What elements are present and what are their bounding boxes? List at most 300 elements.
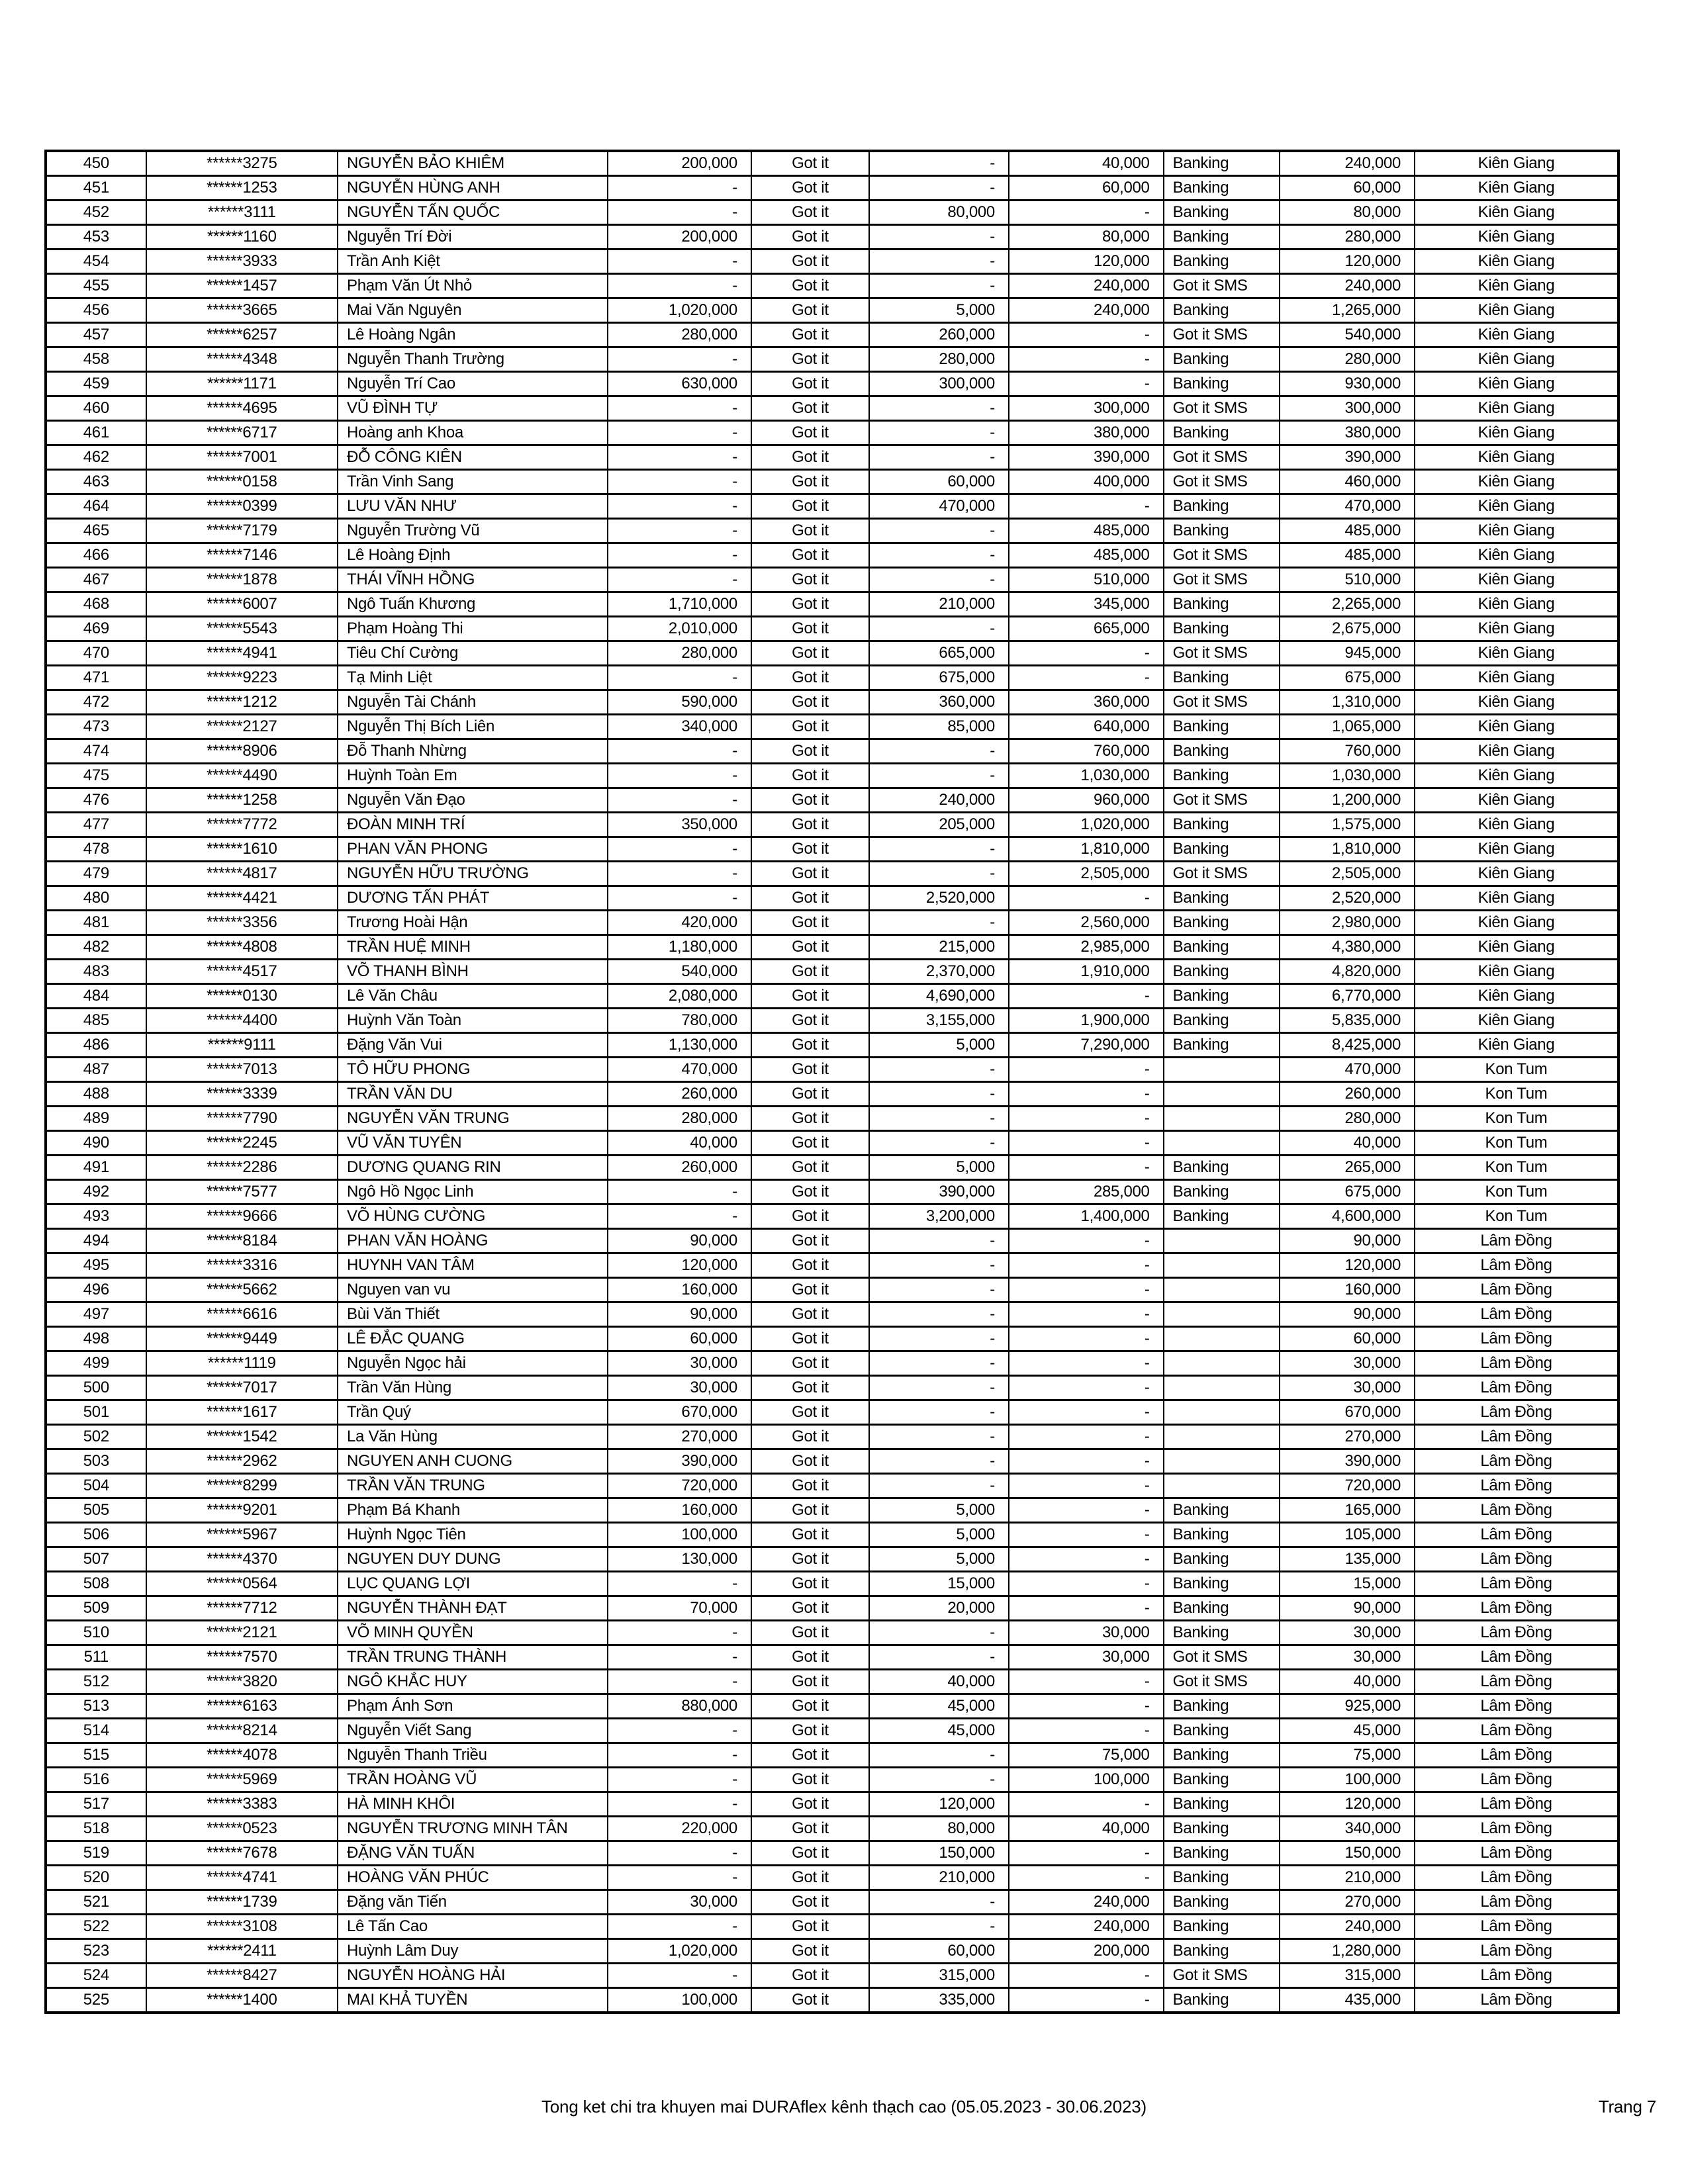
cell-payment-method	[1164, 1083, 1281, 1105]
cell-province: Lâm Đồng	[1480, 1305, 1552, 1323]
cell-amount-2: 205,000	[870, 813, 1009, 836]
cell-amount-1: 260,000	[608, 1156, 752, 1179]
cell-total-amount: 240,000	[1280, 1915, 1415, 1938]
cell-amount-2: 215,000	[870, 936, 1009, 958]
cell-phone-masked: ******2245	[147, 1132, 338, 1154]
cell-total-amount: 510,000	[1280, 569, 1415, 591]
table-row	[47, 813, 1617, 838]
cell-amount-1: 880,000	[608, 1695, 752, 1717]
cell-province: Lâm Đồng	[1480, 1574, 1552, 1592]
cell-index: 485	[47, 1009, 147, 1032]
cell-customer-name: Huỳnh Toàn Em	[338, 764, 608, 787]
cell-payment-method: Banking	[1164, 373, 1281, 395]
cell-customer-name: Trần Anh Kiệt	[338, 250, 608, 273]
cell-payment-method: Banking	[1164, 715, 1281, 738]
cell-payment-method: Banking	[1164, 177, 1281, 199]
cell-customer-name: Huỳnh Lâm Duy	[338, 1940, 608, 1962]
cell-status-got-it: Got it	[752, 1254, 870, 1277]
cell-total-amount: 280,000	[1280, 226, 1415, 248]
cell-payment-method: Banking	[1164, 617, 1281, 640]
table-row	[47, 1254, 1617, 1279]
cell-payment-method: Banking	[1164, 1842, 1281, 1864]
cell-total-amount: 485,000	[1280, 520, 1415, 542]
cell-amount-1: 120,000	[608, 1254, 752, 1277]
cell-amount-1: -	[608, 250, 752, 273]
cell-payment-method	[1164, 1230, 1281, 1252]
cell-amount-3: -	[1009, 1964, 1164, 1987]
cell-amount-3: -	[1009, 1719, 1164, 1742]
cell-customer-name: Phạm Ánh Sơn	[338, 1695, 608, 1717]
table-row	[47, 911, 1617, 936]
cell-payment-method	[1164, 1328, 1281, 1350]
cell-amount-2: 665,000	[870, 642, 1009, 664]
cell-total-amount: 1,280,000	[1280, 1940, 1415, 1962]
cell-amount-3: -	[1009, 1866, 1164, 1889]
cell-province: Lâm Đồng	[1480, 1770, 1552, 1788]
cell-phone-masked: ******4808	[147, 936, 338, 958]
cell-amount-2: 5,000	[870, 1548, 1009, 1570]
cell-total-amount: 280,000	[1280, 1107, 1415, 1130]
cell-customer-name: La Văn Hùng	[338, 1426, 608, 1448]
cell-phone-masked: ******2121	[147, 1621, 338, 1644]
cell-customer-name: Nguyen van vu	[338, 1279, 608, 1301]
cell-status-got-it: Got it	[752, 911, 870, 934]
cell-amount-3: -	[1009, 1401, 1164, 1424]
cell-customer-name: PHAN VĂN HOÀNG	[338, 1230, 608, 1252]
cell-phone-masked: ******2411	[147, 1940, 338, 1962]
cell-customer-name: Trần Văn Hùng	[338, 1377, 608, 1399]
cell-amount-2: 335,000	[870, 1989, 1009, 2011]
cell-total-amount: 6,770,000	[1280, 985, 1415, 1007]
cell-customer-name: Nguyễn Viết Sang	[338, 1719, 608, 1742]
cell-status-got-it: Got it	[752, 1205, 870, 1228]
cell-amount-2: -	[870, 1132, 1009, 1154]
cell-province: Lâm Đồng	[1480, 1281, 1552, 1298]
cell-amount-2: 5,000	[870, 299, 1009, 322]
cell-province: Kiên Giang	[1477, 815, 1555, 833]
cell-payment-method: Banking	[1164, 1866, 1281, 1889]
cell-status-got-it: Got it	[752, 1548, 870, 1570]
cell-amount-1: -	[608, 1646, 752, 1668]
cell-customer-name: Nguyễn Thanh Triều	[338, 1744, 608, 1766]
cell-status-got-it: Got it	[752, 1572, 870, 1595]
cell-customer-name: Đặng văn Tiến	[338, 1891, 608, 1913]
cell-phone-masked: ******5662	[147, 1279, 338, 1301]
cell-amount-1: 1,180,000	[608, 936, 752, 958]
cell-amount-3: 1,020,000	[1009, 813, 1164, 836]
cell-customer-name: Bùi Văn Thiết	[338, 1303, 608, 1326]
cell-phone-masked: ******1878	[147, 569, 338, 591]
cell-payment-method	[1164, 1107, 1281, 1130]
cell-amount-1: 350,000	[608, 813, 752, 836]
cell-index: 461	[47, 422, 147, 444]
cell-total-amount: 45,000	[1280, 1719, 1415, 1742]
cell-phone-masked: ******7013	[147, 1058, 338, 1081]
cell-customer-name: Nguyễn Thanh Trường	[338, 348, 608, 371]
cell-province: Kiên Giang	[1477, 889, 1555, 907]
cell-index: 500	[47, 1377, 147, 1399]
cell-phone-masked: ******5543	[147, 617, 338, 640]
cell-phone-masked: ******1457	[147, 275, 338, 297]
cell-amount-2: 60,000	[870, 471, 1009, 493]
cell-status-got-it: Got it	[752, 642, 870, 664]
cell-index: 464	[47, 495, 147, 518]
table-row	[47, 1426, 1617, 1450]
cell-province: Kiên Giang	[1477, 840, 1555, 858]
table-row	[47, 1989, 1617, 2011]
cell-amount-1: 90,000	[608, 1303, 752, 1326]
cell-status-got-it: Got it	[752, 1621, 870, 1644]
cell-status-got-it: Got it	[752, 1915, 870, 1938]
cell-amount-3: -	[1009, 1548, 1164, 1570]
cell-status-got-it: Got it	[752, 1328, 870, 1350]
cell-province: Kiên Giang	[1477, 301, 1555, 319]
cell-status-got-it: Got it	[752, 1842, 870, 1864]
cell-province: Kiên Giang	[1477, 203, 1555, 221]
cell-amount-2: 260,000	[870, 324, 1009, 346]
cell-status-got-it: Got it	[752, 495, 870, 518]
cell-payment-method: Banking	[1164, 1744, 1281, 1766]
cell-status-got-it: Got it	[752, 1009, 870, 1032]
cell-amount-2: -	[870, 1279, 1009, 1301]
cell-amount-2: 5,000	[870, 1524, 1009, 1546]
cell-status-got-it: Got it	[752, 250, 870, 273]
cell-index: 468	[47, 593, 147, 615]
cell-amount-3: -	[1009, 373, 1164, 395]
cell-customer-name: TRẦN VĂN DU	[338, 1083, 608, 1105]
cell-total-amount: 270,000	[1280, 1426, 1415, 1448]
cell-index: 471	[47, 666, 147, 689]
cell-phone-masked: ******1160	[147, 226, 338, 248]
cell-phone-masked: ******4421	[147, 887, 338, 909]
cell-total-amount: 120,000	[1280, 1254, 1415, 1277]
cell-customer-name: LƯU VĂN NHƯ	[338, 495, 608, 518]
cell-status-got-it: Got it	[752, 1524, 870, 1546]
cell-amount-3: 30,000	[1009, 1621, 1164, 1644]
cell-amount-1: -	[608, 569, 752, 591]
cell-province: Kiên Giang	[1477, 913, 1555, 931]
cell-index: 501	[47, 1401, 147, 1424]
cell-customer-name: Nguyễn Trí Đời	[338, 226, 608, 248]
table-row	[47, 1793, 1617, 1817]
cell-amount-3: -	[1009, 1254, 1164, 1277]
cell-phone-masked: ******4348	[147, 348, 338, 371]
cell-phone-masked: ******4078	[147, 1744, 338, 1766]
cell-amount-1: -	[608, 1793, 752, 1815]
cell-amount-1: 590,000	[608, 691, 752, 713]
cell-total-amount: 720,000	[1280, 1475, 1415, 1497]
cell-status-got-it: Got it	[752, 1891, 870, 1913]
cell-total-amount: 2,980,000	[1280, 911, 1415, 934]
cell-payment-method: Banking	[1164, 1891, 1281, 1913]
cell-status-got-it: Got it	[752, 152, 870, 175]
cell-amount-2: 150,000	[870, 1842, 1009, 1864]
cell-phone-masked: ******6616	[147, 1303, 338, 1326]
cell-customer-name: NGUYEN DUY DUNG	[338, 1548, 608, 1570]
cell-customer-name: Huỳnh Ngọc Tiên	[338, 1524, 608, 1546]
cell-amount-3: -	[1009, 324, 1164, 346]
cell-amount-1: -	[608, 838, 752, 860]
cell-province: Lâm Đồng	[1480, 1648, 1552, 1666]
cell-index: 476	[47, 789, 147, 811]
cell-total-amount: 60,000	[1280, 1328, 1415, 1350]
cell-amount-1: 340,000	[608, 715, 752, 738]
cell-province: Kon Tum	[1485, 1158, 1548, 1176]
cell-province: Kiên Giang	[1477, 522, 1555, 539]
cell-index: 510	[47, 1621, 147, 1644]
cell-amount-1: 2,010,000	[608, 617, 752, 640]
cell-customer-name: NGUYỄN TRƯƠNG MINH TÂN	[338, 1817, 608, 1840]
cell-payment-method: Banking	[1164, 838, 1281, 860]
cell-index: 473	[47, 715, 147, 738]
cell-payment-method: Banking	[1164, 1156, 1281, 1179]
cell-status-got-it: Got it	[752, 1744, 870, 1766]
cell-amount-2: 470,000	[870, 495, 1009, 518]
cell-customer-name: Trần Quý	[338, 1401, 608, 1424]
cell-province: Kon Tum	[1485, 1085, 1548, 1103]
cell-province: Kiên Giang	[1477, 644, 1555, 662]
cell-province: Lâm Đồng	[1480, 1330, 1552, 1347]
table-row	[47, 1328, 1617, 1352]
cell-amount-1: 280,000	[608, 642, 752, 664]
cell-province: Kiên Giang	[1477, 497, 1555, 515]
cell-index: 453	[47, 226, 147, 248]
cell-amount-1: 160,000	[608, 1279, 752, 1301]
cell-total-amount: 925,000	[1280, 1695, 1415, 1717]
cell-amount-3: 7,290,000	[1009, 1034, 1164, 1056]
cell-payment-method: Banking	[1164, 1597, 1281, 1619]
cell-payment-method: Banking	[1164, 422, 1281, 444]
table-row	[47, 152, 1617, 177]
cell-customer-name: PHAN VĂN PHONG	[338, 838, 608, 860]
cell-amount-2: -	[870, 1058, 1009, 1081]
cell-index: 458	[47, 348, 147, 371]
cell-amount-3: -	[1009, 1352, 1164, 1375]
cell-amount-3: 485,000	[1009, 544, 1164, 567]
cell-phone-masked: ******7146	[147, 544, 338, 567]
cell-index: 492	[47, 1181, 147, 1203]
cell-customer-name: NGÔ KHẮC HUY	[338, 1670, 608, 1693]
cell-amount-3: 345,000	[1009, 593, 1164, 615]
cell-payment-method: Got it SMS	[1164, 324, 1281, 346]
cell-payment-method	[1164, 1303, 1281, 1326]
table-row	[47, 1866, 1617, 1891]
cell-customer-name: Nguyễn Trường Vũ	[338, 520, 608, 542]
cell-index: 475	[47, 764, 147, 787]
cell-total-amount: 760,000	[1280, 740, 1415, 762]
cell-status-got-it: Got it	[752, 177, 870, 199]
cell-status-got-it: Got it	[752, 1279, 870, 1301]
cell-phone-masked: ******6717	[147, 422, 338, 444]
cell-amount-2: -	[870, 1768, 1009, 1791]
cell-amount-2: -	[870, 1744, 1009, 1766]
cell-amount-3: 380,000	[1009, 422, 1164, 444]
cell-payment-method: Banking	[1164, 985, 1281, 1007]
cell-phone-masked: ******3383	[147, 1793, 338, 1815]
cell-payment-method: Banking	[1164, 1034, 1281, 1056]
cell-customer-name: THÁI VĨNH HỒNG	[338, 569, 608, 591]
cell-province: Lâm Đồng	[1480, 1942, 1552, 1960]
cell-index: 517	[47, 1793, 147, 1815]
cell-index: 490	[47, 1132, 147, 1154]
cell-customer-name: Trần Vinh Sang	[338, 471, 608, 493]
cell-total-amount: 105,000	[1280, 1524, 1415, 1546]
cell-province: Lâm Đồng	[1480, 1697, 1552, 1715]
cell-amount-3: -	[1009, 1989, 1164, 2011]
cell-amount-3: 1,030,000	[1009, 764, 1164, 787]
cell-phone-masked: ******9666	[147, 1205, 338, 1228]
cell-total-amount: 1,575,000	[1280, 813, 1415, 836]
cell-total-amount: 1,200,000	[1280, 789, 1415, 811]
cell-status-got-it: Got it	[752, 1230, 870, 1252]
table-row	[47, 715, 1617, 740]
cell-amount-2: 280,000	[870, 348, 1009, 371]
cell-amount-3: -	[1009, 1426, 1164, 1448]
cell-customer-name: TRẦN HOÀNG VŨ	[338, 1768, 608, 1791]
cell-index: 506	[47, 1524, 147, 1546]
cell-total-amount: 315,000	[1280, 1964, 1415, 1987]
cell-customer-name: Nguyễn Tài Chánh	[338, 691, 608, 713]
cell-payment-method: Banking	[1164, 1793, 1281, 1815]
table-row	[47, 177, 1617, 201]
table-row	[47, 397, 1617, 422]
cell-status-got-it: Got it	[752, 1793, 870, 1815]
cell-index: 481	[47, 911, 147, 934]
cell-amount-1: 670,000	[608, 1401, 752, 1424]
cell-phone-masked: ******7570	[147, 1646, 338, 1668]
cell-payment-method	[1164, 1132, 1281, 1154]
cell-index: 491	[47, 1156, 147, 1179]
cell-total-amount: 80,000	[1280, 201, 1415, 224]
cell-amount-2: -	[870, 1303, 1009, 1326]
cell-amount-2: 315,000	[870, 1964, 1009, 1987]
cell-phone-masked: ******9201	[147, 1499, 338, 1522]
cell-phone-masked: ******4941	[147, 642, 338, 664]
table-row	[47, 838, 1617, 862]
cell-amount-2: 60,000	[870, 1940, 1009, 1962]
cell-customer-name: NGUYỄN HOÀNG HẢI	[338, 1964, 608, 1987]
cell-payment-method: Banking	[1164, 1695, 1281, 1717]
cell-phone-masked: ******5967	[147, 1524, 338, 1546]
cell-index: 450	[47, 152, 147, 175]
cell-amount-3: 400,000	[1009, 471, 1164, 493]
cell-index: 511	[47, 1646, 147, 1668]
cell-amount-3: -	[1009, 1842, 1164, 1864]
cell-amount-1: -	[608, 348, 752, 371]
cell-customer-name: VÕ THANH BÌNH	[338, 960, 608, 983]
cell-phone-masked: ******1400	[147, 1989, 338, 2011]
cell-amount-1: 30,000	[608, 1377, 752, 1399]
cell-index: 487	[47, 1058, 147, 1081]
cell-customer-name: Tiêu Chí Cường	[338, 642, 608, 664]
cell-index: 513	[47, 1695, 147, 1717]
cell-payment-method: Banking	[1164, 1915, 1281, 1938]
cell-index: 516	[47, 1768, 147, 1791]
cell-amount-3: -	[1009, 1132, 1164, 1154]
cell-phone-masked: ******0130	[147, 985, 338, 1007]
cell-phone-masked: ******1212	[147, 691, 338, 713]
cell-amount-1: 780,000	[608, 1009, 752, 1032]
cell-phone-masked: ******4370	[147, 1548, 338, 1570]
cell-index: 484	[47, 985, 147, 1007]
cell-phone-masked: ******3356	[147, 911, 338, 934]
cell-index: 525	[47, 1989, 147, 2011]
table-row	[47, 471, 1617, 495]
cell-amount-3: 40,000	[1009, 152, 1164, 175]
cell-province: Kiên Giang	[1477, 864, 1555, 882]
cell-status-got-it: Got it	[752, 520, 870, 542]
cell-index: 474	[47, 740, 147, 762]
table-row	[47, 1156, 1617, 1181]
cell-province: Kiên Giang	[1477, 473, 1555, 490]
table-row	[47, 1915, 1617, 1940]
cell-province: Kiên Giang	[1477, 619, 1555, 637]
cell-amount-2: -	[870, 1377, 1009, 1399]
cell-index: 457	[47, 324, 147, 346]
cell-total-amount: 675,000	[1280, 666, 1415, 689]
cell-amount-3: 120,000	[1009, 250, 1164, 273]
cell-index: 498	[47, 1328, 147, 1350]
cell-amount-3: -	[1009, 1670, 1164, 1693]
cell-amount-1: 30,000	[608, 1891, 752, 1913]
cell-total-amount: 470,000	[1280, 1058, 1415, 1081]
cell-payment-method: Banking	[1164, 348, 1281, 371]
cell-phone-masked: ******6257	[147, 324, 338, 346]
cell-total-amount: 15,000	[1280, 1572, 1415, 1595]
cell-index: 494	[47, 1230, 147, 1252]
cell-amount-2: -	[870, 226, 1009, 248]
cell-amount-2: -	[870, 1426, 1009, 1448]
cell-payment-method: Banking	[1164, 299, 1281, 322]
cell-province: Lâm Đồng	[1480, 1525, 1552, 1543]
cell-index: 477	[47, 813, 147, 836]
cell-customer-name: Tạ Minh Liệt	[338, 666, 608, 689]
cell-payment-method: Banking	[1164, 1989, 1281, 2011]
cell-province: Lâm Đồng	[1480, 1428, 1552, 1445]
cell-customer-name: Hoàng anh Khoa	[338, 422, 608, 444]
cell-total-amount: 670,000	[1280, 1401, 1415, 1424]
cell-phone-masked: ******6163	[147, 1695, 338, 1717]
cell-payment-method: Banking	[1164, 1524, 1281, 1546]
cell-customer-name: NGUYỄN BẢO KHIÊM	[338, 152, 608, 175]
table-row	[47, 1230, 1617, 1254]
cell-total-amount: 675,000	[1280, 1181, 1415, 1203]
cell-customer-name: Phạm Hoàng Thi	[338, 617, 608, 640]
cell-payment-method: Got it SMS	[1164, 789, 1281, 811]
cell-index: 499	[47, 1352, 147, 1375]
cell-amount-3: 240,000	[1009, 1891, 1164, 1913]
cell-phone-masked: ******4490	[147, 764, 338, 787]
cell-index: 502	[47, 1426, 147, 1448]
cell-province: Lâm Đồng	[1480, 1232, 1552, 1250]
cell-province: Lâm Đồng	[1480, 1721, 1552, 1739]
cell-payment-method: Got it SMS	[1164, 1670, 1281, 1693]
cell-payment-method	[1164, 1450, 1281, 1473]
cell-phone-masked: ******7577	[147, 1181, 338, 1203]
cell-payment-method: Got it SMS	[1164, 569, 1281, 591]
cell-amount-2: 675,000	[870, 666, 1009, 689]
cell-customer-name: Ngô Tuấn Khương	[338, 593, 608, 615]
cell-total-amount: 240,000	[1280, 152, 1415, 175]
cell-province: Kiên Giang	[1477, 277, 1555, 295]
cell-amount-2: -	[870, 1107, 1009, 1130]
cell-amount-1: -	[608, 397, 752, 420]
cell-amount-3: -	[1009, 1377, 1164, 1399]
cell-customer-name: DƯƠNG TẤN PHÁT	[338, 887, 608, 909]
cell-province: Kiên Giang	[1477, 791, 1555, 809]
cell-total-amount: 4,600,000	[1280, 1205, 1415, 1228]
table-row	[47, 1744, 1617, 1768]
